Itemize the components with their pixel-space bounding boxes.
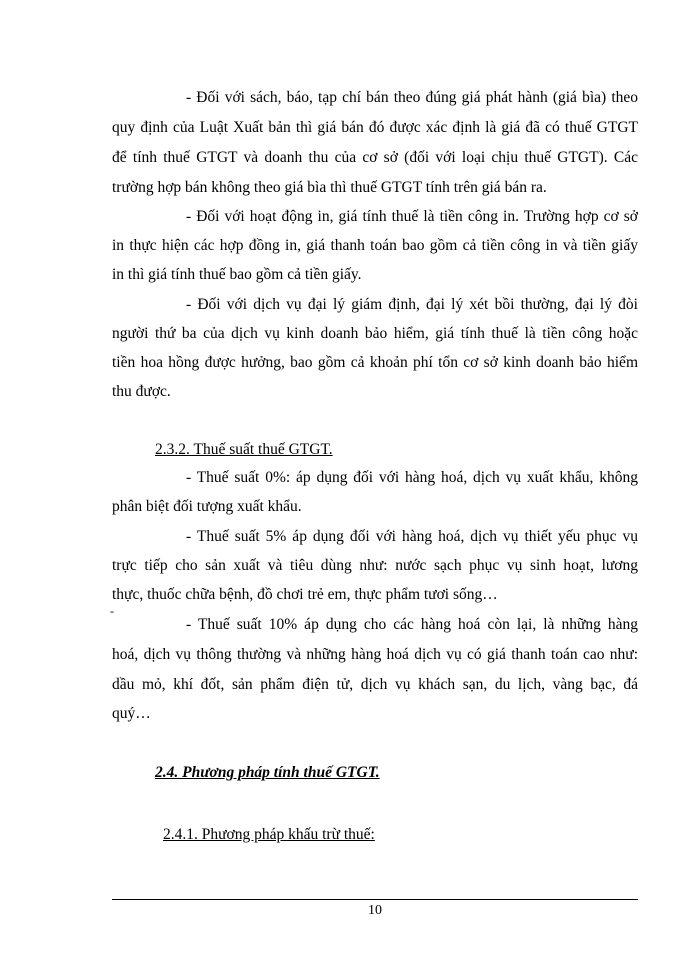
rate-paragraph-3-line-1: - Thuế suất 10% áp dụng cho các hàng hoá còn lại, là những hàng [186, 616, 638, 633]
rate-paragraph-3-line-3: dầu mỏ, khí đốt, sản phẩm điện tử, dịch vụ khách sạn, du lịch, vàng bạc, đá [112, 676, 638, 693]
rate-paragraph-1-line-1: - Thuế suất 0%: áp dụng đối với hàng hoá, dịch vụ xuất khẩu, không [186, 469, 638, 486]
rate-paragraph-2-line-3: thực, thuốc chữa bệnh, đồ chơi trẻ em, thực phẩm tươi sống… [112, 586, 498, 603]
paragraph-3-line-4: thu được. [112, 383, 171, 400]
paragraph-1-line-1: - Đối với sách, báo, tạp chí bán theo đúng giá phát hành (giá bìa) theo [186, 89, 638, 106]
paragraph-2-line-1: - Đối với hoạt động in, giá tính thuế là tiền công in. Trường hợp cơ sở [186, 208, 638, 225]
section-heading-2-4: 2.4. Phương pháp tính thuế GTGT. [155, 764, 380, 781]
paragraph-2-line-3: in thì giá tính thuế bao gồm cả tiền giấy. [112, 266, 362, 283]
rate-paragraph-3-line-2: hoá, dịch vụ thông thường và những hàng hoá dịch vụ có giá thanh toán cao như: [112, 646, 638, 663]
paragraph-3-line-3: tiền hoa hồng được hưởng, bao gồm cả khoản phí tổn cơ sở kinh doanh bảo hiểm [112, 354, 638, 371]
section-heading-2-4-1: 2.4.1. Phương pháp khấu trừ thuế: [163, 826, 375, 843]
footer-rule [112, 899, 638, 900]
rate-paragraph-3-line-4: quý… [112, 705, 151, 722]
paragraph-3-line-2: người thứ ba của dịch vụ kinh doanh bảo hiểm, giá tính thuế là tiền công hoặc [112, 325, 638, 342]
paragraph-1-line-3: để tính thuế GTGT và doanh thu của cơ sở (đối với loại chịu thuế GTGT). Các [112, 149, 638, 166]
stray-dash-mark: - [110, 604, 114, 618]
paragraph-2-line-2: in thực hiện các hợp đồng in, giá thanh toán bao gồm cả tiền công in và tiền giấy [112, 237, 638, 254]
rate-paragraph-2-line-1: - Thuế suất 5% áp dụng đối với hàng hoá, dịch vụ thiết yếu phục vụ [186, 528, 638, 545]
rate-paragraph-2-line-2: trực tiếp cho sản xuất và tiêu dùng như: nước sạch phục vụ sinh hoạt, lương [112, 557, 638, 574]
paragraph-1-line-4: trường hợp bán không theo giá bìa thì thuế GTGT tính trên giá bán ra. [112, 179, 547, 196]
page-number: 10 [368, 903, 382, 918]
paragraph-1-line-2: quy định của Luật Xuất bản thì giá bán đó được xác định là giá đã có thuế GTGT [112, 119, 638, 136]
section-heading-2-3-2: 2.3.2. Thuế suất thuế GTGT. [155, 441, 333, 458]
paragraph-3-line-1: - Đối với dịch vụ đại lý giám định, đại lý xét bồi thường, đại lý đòi [186, 296, 638, 313]
rate-paragraph-1-line-2: phân biệt đối tượng xuất khẩu. [112, 498, 302, 515]
